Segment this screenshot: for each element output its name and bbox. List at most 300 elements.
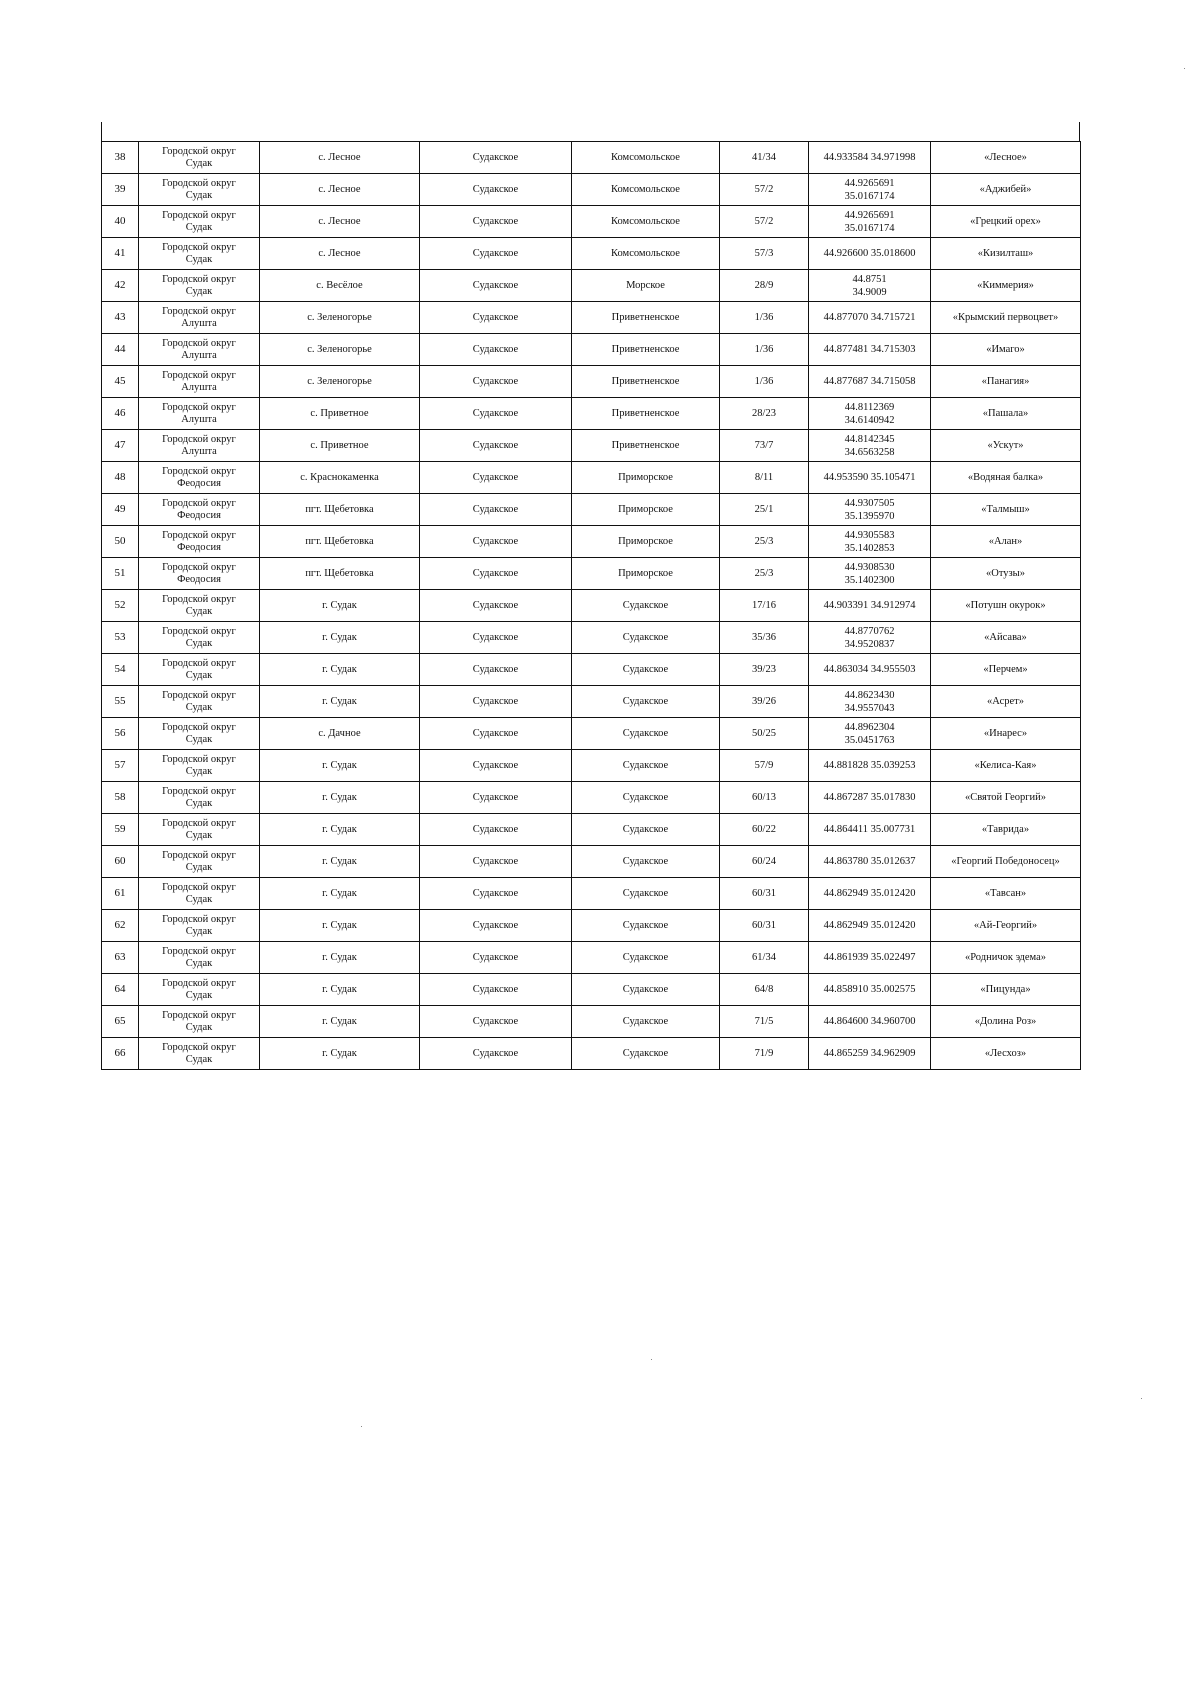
quarter-cell: 71/5 [720, 1006, 809, 1038]
coordinates-cell [809, 718, 931, 750]
district-line-1: Городской округ [162, 625, 236, 637]
site-name-cell: «Святой Георгий» [931, 782, 1081, 814]
district-line-2: Судак [185, 989, 213, 1001]
settlement-cell: с. Дачное [260, 718, 420, 750]
coordinate-line: 35.1395970 [844, 510, 895, 522]
coordinate-line: 44.863034 34.955503 [823, 664, 916, 675]
district-line-2: Алушта [181, 381, 217, 393]
coordinate-line: 44.8112369 [844, 401, 895, 413]
coordinates-cell [809, 974, 931, 1006]
settlement-cell: г. Судак [260, 814, 420, 846]
forestry-cell: Судакское [420, 782, 572, 814]
row-number-cell: 38 [102, 142, 139, 174]
coordinate-line: 44.863780 35.012637 [823, 856, 916, 867]
forestry-cell: Судакское [420, 846, 572, 878]
table-row [102, 526, 1081, 558]
district-cell [139, 718, 260, 750]
row-number-cell: 39 [102, 174, 139, 206]
table-row [102, 462, 1081, 494]
coordinate-line: 44.8751 [852, 273, 887, 285]
site-name-cell: «Лесное» [931, 142, 1081, 174]
quarter-cell: 57/2 [720, 206, 809, 238]
district-line-2: Судак [185, 861, 213, 873]
district-line-1: Городской округ [162, 1041, 236, 1053]
row-number-cell: 51 [102, 558, 139, 590]
coordinates-cell [809, 910, 931, 942]
site-name-cell: «Панагия» [931, 366, 1081, 398]
table-row [102, 622, 1081, 654]
coordinates-cell [809, 590, 931, 622]
forest-area-cell: Судакское [572, 750, 720, 782]
row-number-cell: 47 [102, 430, 139, 462]
quarter-cell: 25/1 [720, 494, 809, 526]
table-row [102, 750, 1081, 782]
district-line-1: Городской округ [162, 177, 236, 189]
row-number-cell: 44 [102, 334, 139, 366]
table-row [102, 942, 1081, 974]
settlement-cell: г. Судак [260, 750, 420, 782]
forestry-cell: Судакское [420, 366, 572, 398]
district-line-1: Городской округ [162, 817, 236, 829]
forest-area-cell: Судакское [572, 654, 720, 686]
district-line-2: Феодосия [177, 477, 221, 489]
district-line-2: Судак [185, 765, 213, 777]
quarter-cell: 50/25 [720, 718, 809, 750]
coordinate-line: 44.926600 35.018600 [823, 248, 916, 259]
forestry-cell: Судакское [420, 302, 572, 334]
district-line-2: Судак [185, 925, 213, 937]
site-name-cell: «Крымский первоцвет» [931, 302, 1081, 334]
row-number-cell: 65 [102, 1006, 139, 1038]
settlement-cell: г. Судак [260, 846, 420, 878]
site-name-cell: «Айсава» [931, 622, 1081, 654]
forest-area-cell: Судакское [572, 718, 720, 750]
settlement-cell: с. Лесное [260, 174, 420, 206]
district-line-2: Судак [185, 957, 213, 969]
district-cell [139, 238, 260, 270]
settlement-cell: с. Приветное [260, 430, 420, 462]
district-line-2: Судак [185, 669, 213, 681]
settlement-cell: с. Зеленогорье [260, 366, 420, 398]
quarter-cell: 1/36 [720, 302, 809, 334]
coordinate-line: 34.9557043 [844, 702, 895, 714]
forestry-cell: Судакское [420, 270, 572, 302]
coordinate-line: 44.8770762 [844, 625, 895, 637]
forest-area-cell: Судакское [572, 814, 720, 846]
district-line-1: Городской округ [162, 465, 236, 477]
district-line-2: Судак [185, 253, 213, 265]
settlement-cell: с. Краснокаменка [260, 462, 420, 494]
coordinates-cell [809, 622, 931, 654]
district-line-1: Городской округ [162, 337, 236, 349]
forestry-cell: Судакское [420, 718, 572, 750]
coordinate-line: 44.867287 35.017830 [823, 792, 916, 803]
district-line-1: Городской округ [162, 881, 236, 893]
district-line-1: Городской округ [162, 913, 236, 925]
site-name-cell: «Келиса-Кая» [931, 750, 1081, 782]
district-cell [139, 878, 260, 910]
district-line-1: Городской округ [162, 977, 236, 989]
district-cell [139, 1006, 260, 1038]
forest-area-cell: Комсомольское [572, 238, 720, 270]
row-number-cell: 52 [102, 590, 139, 622]
coordinate-line: 44.865259 34.962909 [823, 1048, 916, 1059]
district-cell [139, 526, 260, 558]
table-row [102, 206, 1081, 238]
coordinates-cell [809, 302, 931, 334]
row-number-cell: 46 [102, 398, 139, 430]
district-line-1: Городской округ [162, 593, 236, 605]
quarter-cell: 61/34 [720, 942, 809, 974]
district-line-2: Феодосия [177, 573, 221, 585]
coordinates-cell [809, 270, 931, 302]
coordinates-cell [809, 814, 931, 846]
coordinate-line: 44.9265691 [844, 177, 895, 189]
district-cell [139, 366, 260, 398]
row-number-cell: 49 [102, 494, 139, 526]
district-line-1: Городской округ [162, 657, 236, 669]
row-number-cell: 43 [102, 302, 139, 334]
district-line-1: Городской округ [162, 209, 236, 221]
site-name-cell: «Кизилташ» [931, 238, 1081, 270]
quarter-cell: 71/9 [720, 1038, 809, 1070]
forestry-cell: Судакское [420, 174, 572, 206]
settlement-cell: с. Весёлое [260, 270, 420, 302]
site-name-cell: «Отузы» [931, 558, 1081, 590]
registry-table-body [102, 142, 1081, 1070]
forest-area-cell: Судакское [572, 782, 720, 814]
district-line-2: Алушта [181, 349, 217, 361]
district-cell [139, 398, 260, 430]
settlement-cell: с. Лесное [260, 142, 420, 174]
forest-area-cell: Приветненское [572, 398, 720, 430]
row-number-cell: 66 [102, 1038, 139, 1070]
coordinate-line: 44.933584 34.971998 [823, 152, 916, 163]
row-number-cell: 40 [102, 206, 139, 238]
district-cell [139, 974, 260, 1006]
coordinate-line: 34.9009 [852, 286, 887, 298]
quarter-cell: 57/2 [720, 174, 809, 206]
coordinates-cell [809, 686, 931, 718]
settlement-cell: с. Зеленогорье [260, 302, 420, 334]
coordinate-line: 44.9305583 [844, 529, 895, 541]
settlement-cell: г. Судак [260, 1006, 420, 1038]
district-cell [139, 270, 260, 302]
scan-speck [1184, 68, 1185, 69]
coordinate-line: 34.6140942 [844, 414, 895, 426]
table-row [102, 398, 1081, 430]
registry-table [101, 141, 1081, 1070]
site-name-cell: «Тавсан» [931, 878, 1081, 910]
forest-area-cell: Судакское [572, 846, 720, 878]
table-row [102, 142, 1081, 174]
settlement-cell: г. Судак [260, 622, 420, 654]
quarter-cell: 57/3 [720, 238, 809, 270]
settlement-cell: с. Приветное [260, 398, 420, 430]
coordinates-cell [809, 878, 931, 910]
forestry-cell: Судакское [420, 430, 572, 462]
forestry-cell: Судакское [420, 590, 572, 622]
forestry-cell: Судакское [420, 142, 572, 174]
forestry-cell: Судакское [420, 814, 572, 846]
site-name-cell: «Долина Роз» [931, 1006, 1081, 1038]
district-line-1: Городской округ [162, 401, 236, 413]
settlement-cell: г. Судак [260, 878, 420, 910]
forest-area-cell: Приветненское [572, 366, 720, 398]
coordinates-cell [809, 942, 931, 974]
settlement-cell: с. Лесное [260, 206, 420, 238]
coordinates-cell [809, 334, 931, 366]
row-number-cell: 57 [102, 750, 139, 782]
table-row [102, 558, 1081, 590]
settlement-cell: пгт. Щебетовка [260, 526, 420, 558]
district-line-1: Городской округ [162, 785, 236, 797]
district-line-1: Городской округ [162, 1009, 236, 1021]
district-cell [139, 750, 260, 782]
coordinate-line: 44.864600 34.960700 [823, 1016, 916, 1027]
district-cell [139, 206, 260, 238]
site-name-cell: «Асрет» [931, 686, 1081, 718]
district-line-2: Судак [185, 701, 213, 713]
coordinate-line: 34.9520837 [844, 638, 895, 650]
coordinate-line: 44.881828 35.039253 [823, 760, 916, 771]
forest-area-cell: Приморское [572, 462, 720, 494]
forest-area-cell: Судакское [572, 910, 720, 942]
table-row [102, 814, 1081, 846]
forestry-cell: Судакское [420, 398, 572, 430]
coordinates-cell [809, 1006, 931, 1038]
scan-speck [651, 1359, 652, 1360]
district-line-2: Судак [185, 893, 213, 905]
forest-area-cell: Приветненское [572, 334, 720, 366]
district-line-2: Судак [185, 637, 213, 649]
district-cell [139, 846, 260, 878]
coordinate-line: 44.8623430 [844, 689, 895, 701]
table-row [102, 430, 1081, 462]
coordinate-line: 34.6563258 [844, 446, 895, 458]
forest-area-cell: Судакское [572, 942, 720, 974]
forestry-cell: Судакское [420, 686, 572, 718]
row-number-cell: 41 [102, 238, 139, 270]
table-row [102, 878, 1081, 910]
district-line-1: Городской округ [162, 689, 236, 701]
row-number-cell: 48 [102, 462, 139, 494]
settlement-cell: г. Судак [260, 1038, 420, 1070]
district-cell [139, 1038, 260, 1070]
coordinate-line: 44.877481 34.715303 [823, 344, 916, 355]
coordinates-cell [809, 238, 931, 270]
quarter-cell: 25/3 [720, 526, 809, 558]
row-number-cell: 58 [102, 782, 139, 814]
district-cell [139, 942, 260, 974]
quarter-cell: 25/3 [720, 558, 809, 590]
quarter-cell: 64/8 [720, 974, 809, 1006]
district-line-2: Судак [185, 797, 213, 809]
quarter-cell: 60/22 [720, 814, 809, 846]
district-line-1: Городской округ [162, 497, 236, 509]
coordinate-line: 35.0167174 [844, 190, 895, 202]
coordinates-cell [809, 206, 931, 238]
district-line-2: Судак [185, 189, 213, 201]
coordinate-line: 44.8962304 [844, 721, 895, 733]
coordinates-cell [809, 750, 931, 782]
district-line-1: Городской округ [162, 753, 236, 765]
coordinate-line: 44.862949 35.012420 [823, 888, 916, 899]
district-line-2: Алушта [181, 445, 217, 457]
table-row [102, 494, 1081, 526]
forestry-cell: Судакское [420, 750, 572, 782]
district-line-1: Городской округ [162, 849, 236, 861]
district-cell [139, 430, 260, 462]
forestry-cell: Судакское [420, 622, 572, 654]
forestry-cell: Судакское [420, 494, 572, 526]
district-line-2: Судак [185, 221, 213, 233]
site-name-cell: «Лесхоз» [931, 1038, 1081, 1070]
quarter-cell: 1/36 [720, 366, 809, 398]
site-name-cell: «Георгий Победоносец» [931, 846, 1081, 878]
row-number-cell: 53 [102, 622, 139, 654]
quarter-cell: 28/23 [720, 398, 809, 430]
coordinate-line: 35.1402300 [844, 574, 895, 586]
site-name-cell: «Грецкий орех» [931, 206, 1081, 238]
coordinates-cell [809, 558, 931, 590]
district-cell [139, 494, 260, 526]
site-name-cell: «Алан» [931, 526, 1081, 558]
coordinate-line: 44.9308530 [844, 561, 895, 573]
row-number-cell: 59 [102, 814, 139, 846]
forest-area-cell: Приморское [572, 526, 720, 558]
row-number-cell: 42 [102, 270, 139, 302]
site-name-cell: «Киммерия» [931, 270, 1081, 302]
table-row [102, 846, 1081, 878]
forestry-cell: Судакское [420, 910, 572, 942]
quarter-cell: 60/24 [720, 846, 809, 878]
coordinates-cell [809, 526, 931, 558]
row-number-cell: 60 [102, 846, 139, 878]
row-number-cell: 62 [102, 910, 139, 942]
settlement-cell: г. Судак [260, 942, 420, 974]
quarter-cell: 60/13 [720, 782, 809, 814]
table-row [102, 718, 1081, 750]
forestry-cell: Судакское [420, 878, 572, 910]
forest-area-cell: Морское [572, 270, 720, 302]
coordinates-cell [809, 142, 931, 174]
district-line-2: Судак [185, 733, 213, 745]
coordinate-line: 44.877070 34.715721 [823, 312, 916, 323]
coordinates-cell [809, 174, 931, 206]
settlement-cell: г. Судак [260, 782, 420, 814]
scan-speck [1141, 1398, 1142, 1399]
site-name-cell: «Водяная балка» [931, 462, 1081, 494]
district-cell [139, 462, 260, 494]
forestry-cell: Судакское [420, 334, 572, 366]
settlement-cell: г. Судак [260, 654, 420, 686]
coordinate-line: 35.0451763 [844, 734, 895, 746]
forestry-cell: Судакское [420, 462, 572, 494]
site-name-cell: «Имаго» [931, 334, 1081, 366]
row-number-cell: 61 [102, 878, 139, 910]
table-row [102, 1038, 1081, 1070]
table-top-strip [101, 122, 1080, 141]
district-line-2: Феодосия [177, 509, 221, 521]
quarter-cell: 60/31 [720, 878, 809, 910]
forestry-cell: Судакское [420, 526, 572, 558]
district-cell [139, 622, 260, 654]
site-name-cell: «Родничок эдема» [931, 942, 1081, 974]
forestry-cell: Судакское [420, 942, 572, 974]
forestry-cell: Судакское [420, 558, 572, 590]
district-line-1: Городской округ [162, 241, 236, 253]
district-cell [139, 142, 260, 174]
table-row [102, 974, 1081, 1006]
settlement-cell: пгт. Щебетовка [260, 558, 420, 590]
table-row [102, 654, 1081, 686]
coordinate-line: 44.9265691 [844, 209, 895, 221]
district-cell [139, 174, 260, 206]
row-number-cell: 55 [102, 686, 139, 718]
settlement-cell: г. Судак [260, 910, 420, 942]
coordinates-cell [809, 398, 931, 430]
settlement-cell: с. Лесное [260, 238, 420, 270]
district-line-1: Городской округ [162, 433, 236, 445]
forestry-cell: Судакское [420, 654, 572, 686]
site-name-cell: «Пицунда» [931, 974, 1081, 1006]
forest-area-cell: Судакское [572, 878, 720, 910]
table-row [102, 1006, 1081, 1038]
row-number-cell: 45 [102, 366, 139, 398]
table-row [102, 782, 1081, 814]
coordinate-line: 44.862949 35.012420 [823, 920, 916, 931]
coordinates-cell [809, 430, 931, 462]
forest-area-cell: Судакское [572, 974, 720, 1006]
forest-area-cell: Судакское [572, 1038, 720, 1070]
settlement-cell: г. Судак [260, 686, 420, 718]
forest-area-cell: Приветненское [572, 302, 720, 334]
district-line-1: Городской округ [162, 561, 236, 573]
row-number-cell: 50 [102, 526, 139, 558]
forest-area-cell: Судакское [572, 1006, 720, 1038]
site-name-cell: «Талмыш» [931, 494, 1081, 526]
settlement-cell: г. Судак [260, 974, 420, 1006]
district-cell [139, 558, 260, 590]
quarter-cell: 39/23 [720, 654, 809, 686]
site-name-cell: «Перчем» [931, 654, 1081, 686]
district-line-1: Городской округ [162, 145, 236, 157]
site-name-cell: «Аджибей» [931, 174, 1081, 206]
table-row [102, 910, 1081, 942]
district-cell [139, 590, 260, 622]
district-line-2: Судак [185, 285, 213, 297]
quarter-cell: 35/36 [720, 622, 809, 654]
coordinate-line: 44.877687 34.715058 [823, 376, 916, 387]
forest-area-cell: Комсомольское [572, 174, 720, 206]
coordinates-cell [809, 782, 931, 814]
forestry-cell: Судакское [420, 206, 572, 238]
quarter-cell: 17/16 [720, 590, 809, 622]
district-line-2: Судак [185, 1053, 213, 1065]
district-cell [139, 686, 260, 718]
site-name-cell: «Инарес» [931, 718, 1081, 750]
district-line-2: Судак [185, 605, 213, 617]
district-cell [139, 654, 260, 686]
coordinate-line: 35.1402853 [844, 542, 895, 554]
table-row [102, 334, 1081, 366]
quarter-cell: 41/34 [720, 142, 809, 174]
coordinate-line: 44.9307505 [844, 497, 895, 509]
coordinates-cell [809, 366, 931, 398]
district-line-2: Алушта [181, 413, 217, 425]
coordinate-line: 44.858910 35.002575 [823, 984, 916, 995]
